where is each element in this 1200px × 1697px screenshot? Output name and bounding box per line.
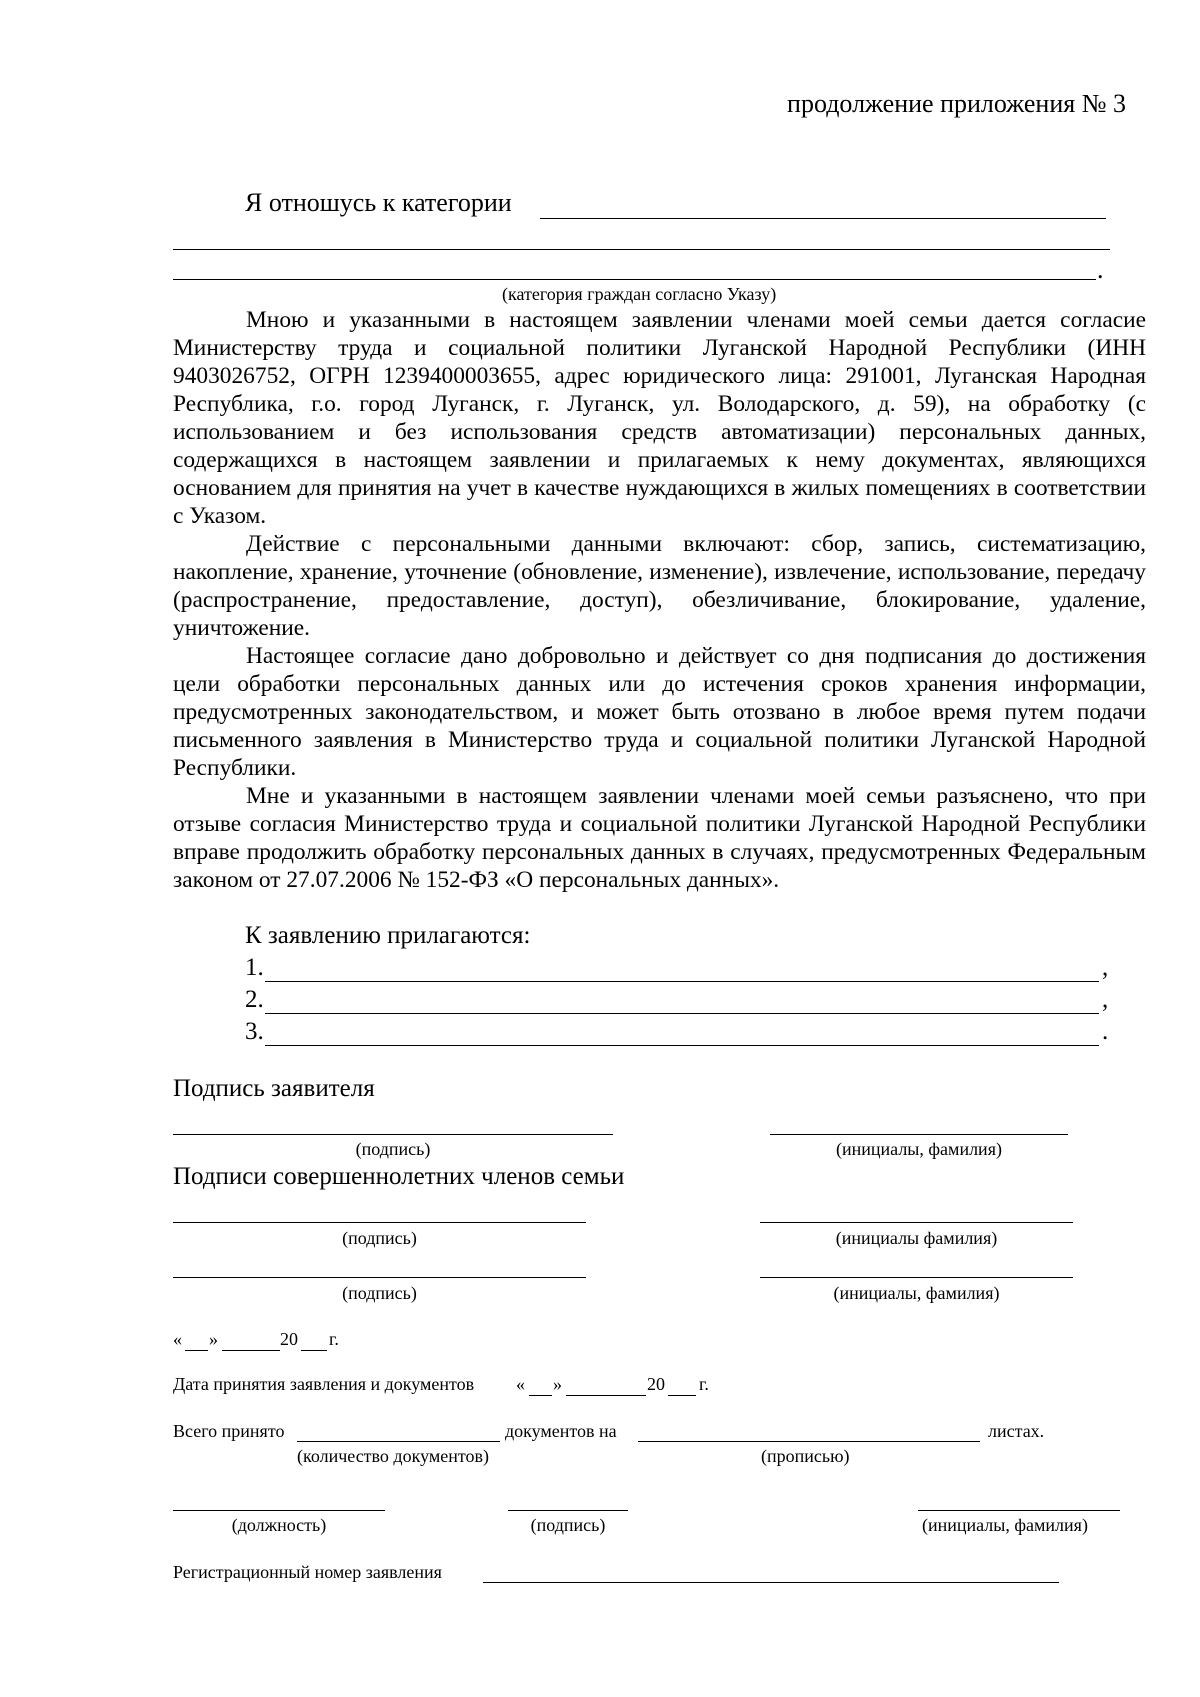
attachment-number: 1.	[245, 954, 264, 981]
family-name-line[interactable]	[760, 1222, 1073, 1223]
registration-label: Регистрационный номер заявления	[173, 1562, 442, 1582]
family-heading: Подписи совершеннолетних членов семьи	[173, 1163, 625, 1190]
attachment-number: 2.	[245, 986, 264, 1013]
acceptance-label: Дата принятия заявления и документов	[173, 1374, 475, 1394]
acceptance-open-quote: «	[516, 1374, 525, 1394]
total-label: Всего принято	[173, 1421, 285, 1441]
consent-paragraph: Мною и указанными в настоящем заявлении членами моей семьи дается согласие Министерству труда и социальной политики Луганской Народной Республики (ИНН 9403026752, ОГРН 1239400003655, адрес юридического лица: 291001, Луганская Народная Республика, г.о. город Луганск, г. Луганск, ул. Володарского, д. 59), на обработку (с использованием и без использования средств автоматизации) персональных данных, содержащихся в настоящем заявлении и прилагаемых к нему документах, являющихся основанием для принятия на учет в качестве нуждающихся в жилых помещениях в соответствии с Указом.	[173, 307, 1146, 529]
date-year-line[interactable]	[301, 1350, 327, 1351]
category-line-3[interactable]	[173, 279, 1096, 280]
acceptance-day-line[interactable]	[529, 1395, 552, 1396]
family-signature-line[interactable]	[173, 1222, 586, 1223]
acceptance-year-suffix: г.	[699, 1374, 709, 1394]
officer-signature-line[interactable]	[508, 1510, 628, 1511]
consent-paragraph: Настоящее согласие дано добровольно и действует со дня подписания до достижения цели обработки персональных данных или до истечения сроков хранения информации, предусмотренных законодательством, и может быть отозвано в любое время путем подачи письменного заявления в Министерство труда и социальной политики Луганской Народной Республики.	[173, 643, 1146, 781]
consent-paragraph: Действие с персональными данными включают: сбор, запись, систематизацию, накопление, хранение, уточнение (обновление, изменение), извлечение, использование, передачу (распространение, предоставление, доступ), обезличивание, блокирование, удаление, уничтожение.	[173, 531, 1146, 641]
registration-number-line[interactable]	[483, 1582, 1059, 1583]
applicant-name-line[interactable]	[770, 1134, 1068, 1135]
applicant-signature-line[interactable]	[173, 1134, 613, 1135]
date-open-quote: «	[173, 1329, 182, 1349]
acceptance-year-line[interactable]	[668, 1395, 696, 1396]
date-close-quote: »	[209, 1329, 218, 1349]
family-name-caption: (инициалы фамилия)	[835, 1228, 998, 1248]
total-middle-label: документов на	[505, 1421, 617, 1441]
total-count-line[interactable]	[297, 1441, 500, 1442]
family-name-line[interactable]	[760, 1277, 1073, 1278]
family-signature-caption: (подпись)	[342, 1283, 417, 1303]
applicant-name-caption: (инициалы, фамилия)	[836, 1139, 1002, 1159]
officer-name-line[interactable]	[918, 1510, 1120, 1511]
category-caption: (категория граждан согласно Указу)	[502, 284, 777, 304]
total-end-label: листах.	[988, 1421, 1045, 1441]
date-year-suffix: г.	[329, 1329, 339, 1349]
category-label: Я отношусь к категории	[245, 188, 512, 217]
total-count-caption: (количество документов)	[297, 1446, 489, 1466]
total-words-caption: (прописью)	[761, 1446, 850, 1466]
family-signature-caption: (подпись)	[342, 1228, 417, 1248]
category-line-2[interactable]	[173, 249, 1110, 250]
attachment-end: .	[1102, 1018, 1109, 1045]
applicant-heading: Подпись заявителя	[173, 1075, 375, 1102]
attachment-line-2[interactable]	[265, 1013, 1099, 1014]
acceptance-close-quote: »	[553, 1374, 562, 1394]
attachment-number: 3.	[245, 1018, 264, 1045]
attachments-heading: К заявлению прилагаются:	[245, 922, 531, 949]
attachment-line-3[interactable]	[265, 1045, 1099, 1046]
acceptance-month-line[interactable]	[566, 1395, 646, 1396]
officer-position-line[interactable]	[173, 1510, 385, 1511]
date-year-prefix: 20	[280, 1329, 298, 1349]
date-month-line[interactable]	[222, 1350, 280, 1351]
acceptance-year-prefix: 20	[647, 1374, 665, 1394]
family-signature-line[interactable]	[173, 1277, 586, 1278]
officer-name-caption: (инициалы, фамилия)	[922, 1515, 1088, 1535]
attachment-line-1[interactable]	[265, 981, 1099, 982]
attachment-end: ,	[1102, 986, 1109, 1013]
total-words-line[interactable]	[638, 1441, 980, 1442]
consent-paragraph: Мне и указанными в настоящем заявлении членами моей семьи разъяснено, что при отзыве согласия Министерство труда и социальной политики Луганской Народной Республики вправе продолжить обработку персональных данных в случаях, предусмотренных Федеральным законом от 27.07.2006 № 152-ФЗ «О персональных данных».	[173, 783, 1146, 893]
applicant-signature-caption: (подпись)	[355, 1139, 431, 1159]
header-title: продолжение приложения № 3	[787, 89, 1126, 118]
category-line-1[interactable]	[540, 218, 1106, 219]
family-name-caption: (инициалы, фамилия)	[833, 1283, 1000, 1303]
consent-body	[173, 306, 1146, 894]
attachment-end: ,	[1102, 954, 1109, 981]
officer-signature-caption: (подпись)	[530, 1515, 606, 1535]
category-end-mark: .	[1097, 255, 1104, 284]
date-day-line[interactable]	[185, 1350, 208, 1351]
officer-position-caption: (должность)	[231, 1515, 327, 1535]
